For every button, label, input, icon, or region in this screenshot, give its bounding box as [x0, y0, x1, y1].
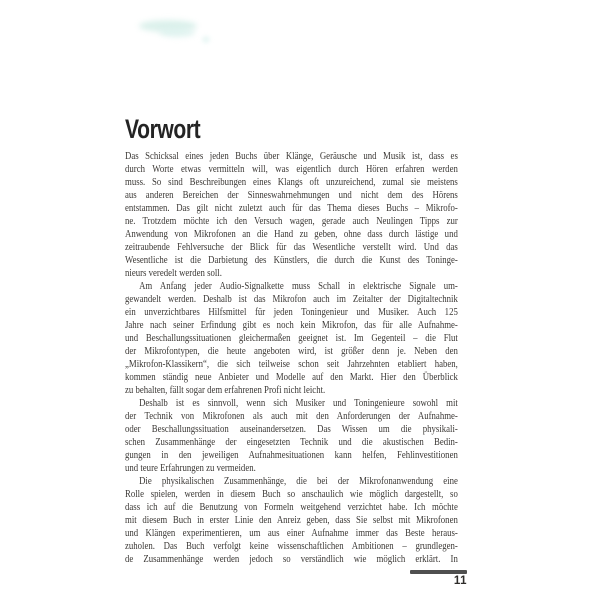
- text-line: Anwendung von Mikrofonen an die Hand zu geben, ohne dass durch lästige und: [125, 229, 458, 240]
- text-line: aus anderen Bereichen der Sinneswahrnehmungen und nicht dem des Hörens: [125, 190, 458, 201]
- body-column: [125, 150, 459, 568]
- text-line: der Mikrofontypen, die heute angeboten wird, ist größer denn je. Neben den: [125, 346, 458, 357]
- text-line: ein unverzichtbares Hilfsmittel für jeden Toningenieur und Musiker. Auch 125: [125, 307, 458, 318]
- text-line: Die physikalischen Zusammenhänge, die bei der Mikrofonanwendung eine: [139, 476, 458, 487]
- text-line: „Mikrofon-Klassikern“, die sich teilweise schon seit Jahrzehnten etabliert haben,: [125, 359, 458, 370]
- scan-smudge-icon: [159, 28, 195, 37]
- text-line: gungen in den jeweiligen Aufnahmesituationen kann helfen, Fehlinvestitionen: [125, 450, 458, 461]
- text-line: kommen ständig neue Anbieter und Modelle auf den Markt. Hier den Überblick: [125, 372, 458, 383]
- scan-smudge-icon: [202, 36, 210, 43]
- text-line: zu behalten, fällt sogar dem erfahrenen Profi nicht leicht.: [125, 385, 326, 396]
- text-line: und Beschallungssituationen gleichermaßen geeignet ist. Im Gegenteil – die Flut: [125, 333, 458, 344]
- page-number: 11: [453, 575, 467, 587]
- text-line: Am Anfang jeder Audio-Signalkette muss Schall in elektrische Signale um-: [139, 281, 458, 292]
- body-text: [125, 150, 458, 566]
- text-line: entstammen. Das gilt nicht zuletzt auch für das Thema dieses Buchs – Mikrofo-: [125, 203, 458, 214]
- text-line: schen Zusammenhänge der eingesetzten Technik und die akustischen Bedin-: [125, 437, 458, 448]
- text-line: zuholen. Das Buch verfolgt keine wissenschaftlichen Ambitionen – grundlegen-: [125, 541, 458, 552]
- text-line: gewandelt werden. Deshalb ist das Mikrofon auch im Zeitalter der Digitaltechnik: [125, 294, 458, 305]
- text-line: Jahre nach seiner Erfindung gibt es noch kein Mikrofon, das für alle Aufnahme-: [125, 320, 458, 331]
- text-line: ne. Trotzdem möchte ich den Versuch wagen, gerade auch Neulingen Tipps zur: [125, 216, 458, 227]
- text-line: de Zusammenhänge werden jedoch so verständlich wie möglich erklärt. In: [125, 554, 458, 565]
- text-line: und Klängen experimentieren, um aus einer Aufnahme immer das Beste heraus-: [125, 528, 458, 539]
- text-line: und teure Erfahrungen zu vermeiden.: [125, 463, 256, 474]
- text-line: nieurs veredelt werden soll.: [125, 268, 222, 279]
- text-line: Das Schicksal eines jeden Buchs über Klänge, Geräusche und Musik ist, dass es: [125, 151, 458, 162]
- text-line: muss. So sind Beschreibungen eines Klangs oft unzureichend, zumal sie meistens: [125, 177, 458, 188]
- page-title: Vorwort: [125, 114, 201, 144]
- text-line: dass ich auf die Benutzung von Formeln weitgehend verzichtet habe. Ich möchte: [125, 502, 458, 513]
- text-line: oder Beschallungssituation auseinandersetzen. Das Wissen um die physikali-: [125, 424, 458, 435]
- text-line: Deshalb ist es sinnvoll, wenn sich Musiker und Toningenieure sowohl mit: [139, 398, 458, 409]
- text-line: Wesentliche ist die Darbietung des Künstlers, die durch die Kunst des Toninge-: [125, 255, 458, 266]
- text-line: zeitraubende Fehlversuche der Blick für das Wesentliche verstellt wird. Und das: [125, 242, 458, 253]
- text-line: der Technik von Mikrofonen als auch mit den Anforderungen der Aufnahme-: [125, 411, 458, 422]
- text-line: mit diesem Buch in erster Linie den Anreiz geben, dass Sie selbst mit Mikrofonen: [125, 515, 458, 526]
- text-line: durch Worte etwas vermitteln will, was eigentlich durch Hören erfahren werden: [125, 164, 458, 175]
- text-line: Rolle spielen, werden in diesem Buch so anschaulich wie möglich dargestellt, so: [125, 489, 458, 500]
- footer-rule: [410, 570, 467, 574]
